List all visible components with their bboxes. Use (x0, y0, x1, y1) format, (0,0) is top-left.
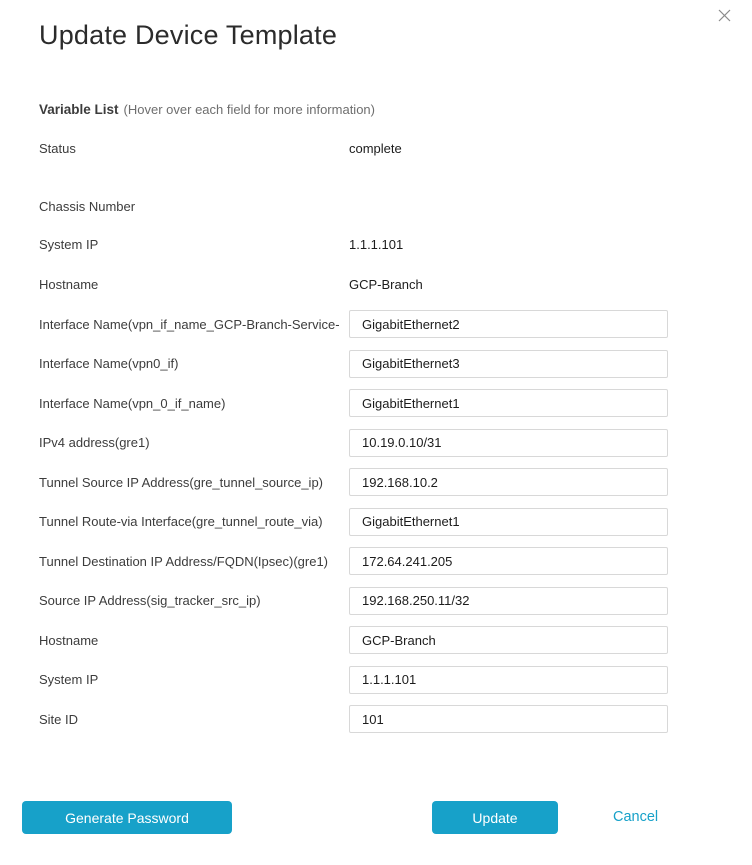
field-value: 1.1.1.101 (349, 236, 404, 252)
field-row-tunnel-route-via (39, 508, 668, 536)
field-label: System IP (39, 236, 99, 252)
field-input[interactable] (349, 666, 668, 694)
field-label: System IP (39, 672, 99, 687)
field-label: Interface Name(vpn0_if) (39, 356, 179, 371)
field-row-interface-name-vpn0-if (39, 350, 668, 378)
field-label: Status (39, 140, 76, 156)
field-row-tunnel-source-ip (39, 468, 668, 496)
update-button[interactable]: Update (432, 801, 558, 834)
field-input[interactable] (349, 547, 668, 575)
field-row-interface-name-service (39, 310, 668, 338)
variable-list (39, 140, 668, 733)
field-value: complete (349, 140, 402, 156)
field-input[interactable] (349, 508, 668, 536)
field-input[interactable] (349, 705, 668, 733)
field-row-chassis-number (39, 198, 668, 214)
field-row-hostname-static (39, 276, 668, 292)
field-row-interface-name-vpn-0-if-name (39, 389, 668, 417)
field-row-system-ip-static (39, 236, 668, 252)
field-row-status (39, 140, 668, 156)
field-row-tunnel-destination-ip (39, 547, 668, 575)
field-row-ipv4-address-gre1 (39, 429, 668, 457)
variable-list-heading: Variable List (39, 102, 119, 117)
field-label: Tunnel Route-via Interface(gre_tunnel_route_via) (39, 514, 323, 529)
field-label: Interface Name(vpn_0_if_name) (39, 395, 226, 411)
field-value: GCP-Branch (349, 276, 423, 292)
variable-list-hint: (Hover over each field for more information) (123, 102, 375, 117)
field-input[interactable] (349, 626, 668, 654)
field-label: Tunnel Destination IP Address/FQDN(Ipsec)(gre1) (39, 553, 329, 569)
variable-list-header (39, 102, 375, 117)
page-title: Update Device Template (39, 20, 338, 50)
field-label: Hostname (39, 276, 99, 292)
generate-password-button[interactable]: Generate Password (22, 801, 232, 834)
field-label: Source IP Address(sig_tracker_src_ip) (39, 593, 261, 608)
field-input[interactable] (349, 587, 668, 615)
field-label: Interface Name(vpn_if_name_GCP-Branch-Service- (39, 316, 340, 332)
field-label: IPv4 address(gre1) (39, 435, 150, 450)
field-input[interactable] (349, 468, 668, 496)
field-input[interactable] (349, 310, 668, 338)
field-row-hostname-input (39, 626, 668, 654)
field-label: Chassis Number (39, 198, 136, 214)
cancel-button[interactable]: Cancel (613, 809, 659, 825)
field-label: Hostname (39, 632, 99, 648)
field-row-site-id (39, 705, 668, 733)
field-label: Site ID (39, 711, 79, 727)
field-input[interactable] (349, 350, 668, 378)
field-input[interactable] (349, 429, 668, 457)
field-label: Tunnel Source IP Address(gre_tunnel_source_ip) (39, 474, 324, 490)
field-input[interactable] (349, 389, 668, 417)
field-row-system-ip-input (39, 666, 668, 694)
field-row-source-ip-tracker (39, 587, 668, 615)
close-icon[interactable] (713, 4, 735, 26)
